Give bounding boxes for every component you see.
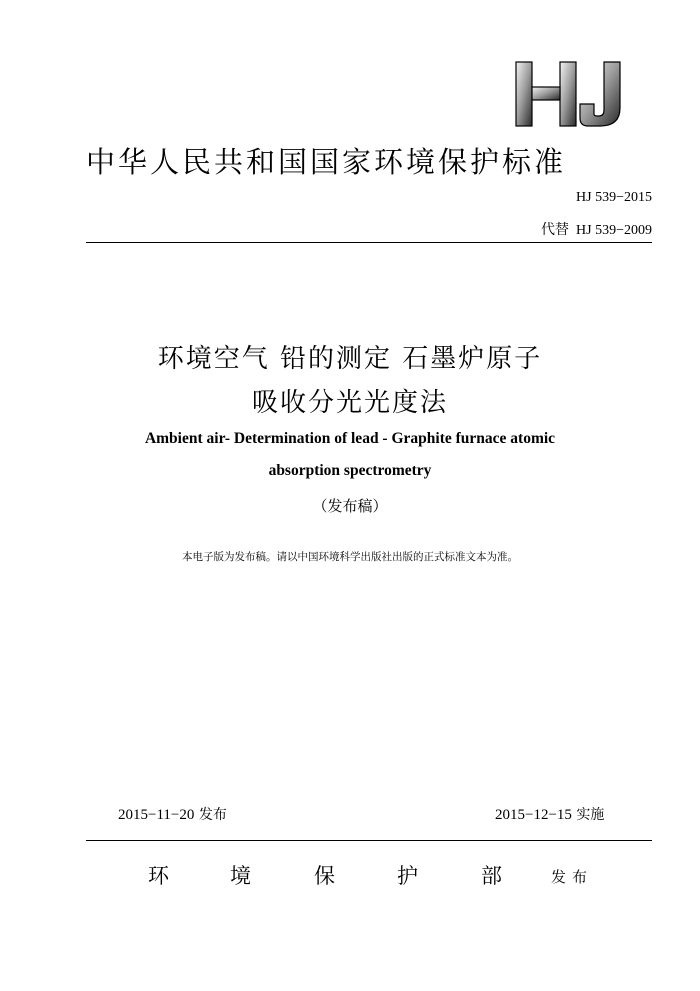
effective-date-line <box>495 804 604 824</box>
title-en-line1: Ambient air- Determination of lead - Graphite furnace atomic <box>144 430 556 447</box>
publish-date-line <box>118 804 227 824</box>
publish-date: 2015−11−20 <box>118 807 195 823</box>
effective-label: 实施 <box>576 807 605 823</box>
title-en-line2: absorption spectrometry <box>268 462 432 479</box>
issuer-char-1: 环 <box>148 864 169 888</box>
replaces-code: HJ 539−2009 <box>576 223 652 238</box>
draft-label: （发布稿） <box>312 497 388 515</box>
effective-date: 2015−12−15 <box>495 807 572 823</box>
publish-label: 发布 <box>198 807 227 823</box>
issuer-char-3: 保 <box>314 864 335 888</box>
issuer-char-2: 境 <box>230 864 251 888</box>
hj-logo <box>512 58 638 132</box>
issuer-tail: 发布 <box>551 868 594 886</box>
header-divider <box>86 242 652 243</box>
issuer-char-4: 护 <box>397 864 418 888</box>
title-cn-line2: 吸收分光光度法 <box>251 388 448 418</box>
replaces-label: 代替 <box>541 222 570 238</box>
issuer-char-5: 部 <box>481 864 502 888</box>
edition-notice: 本电子版为发布稿。请以中国环境科学出版社出版的正式标准文本为准。 <box>182 551 518 563</box>
title-cn-line1: 环境空气 铅的测定 石墨炉原子 <box>157 344 543 374</box>
logo-text: HJ <box>512 58 514 59</box>
standard-title: 中华人民共和国国家环境保护标准 <box>86 145 567 179</box>
footer-divider <box>86 840 652 841</box>
standard-code: HJ 539−2015 <box>576 190 652 205</box>
replaces-line <box>541 219 652 239</box>
